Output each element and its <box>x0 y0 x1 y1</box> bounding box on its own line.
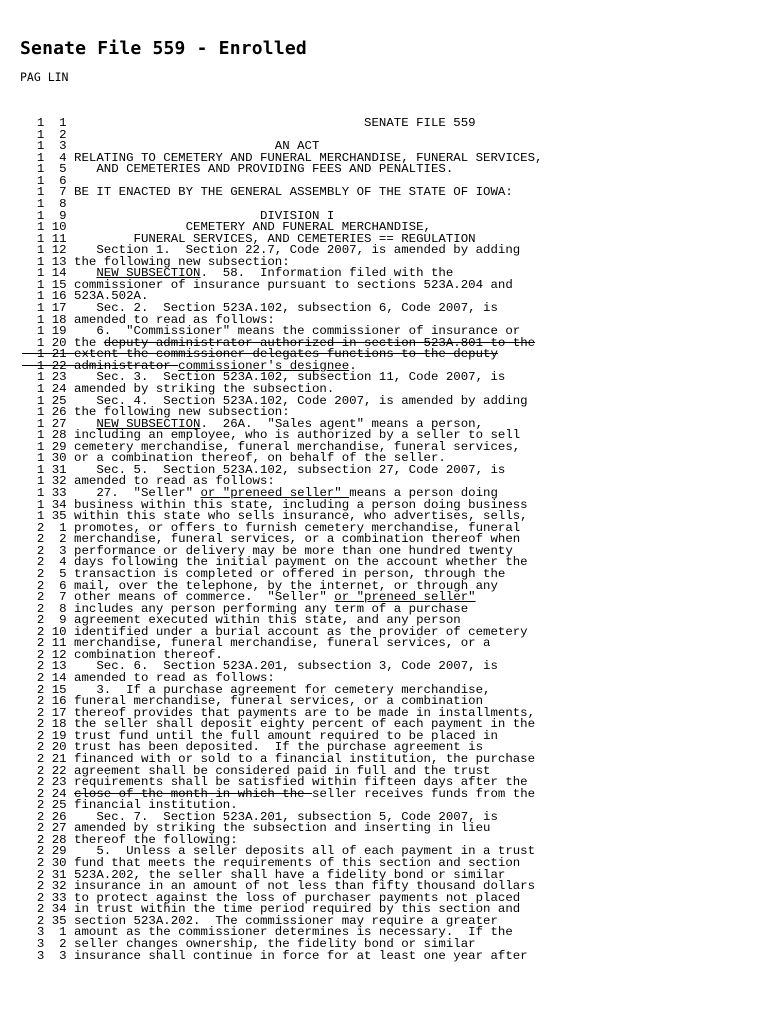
line-text: 1 4 RELATING TO CEMETERY AND FUNERAL MERCHANDISE, FUNERAL SERVICES, <box>22 150 543 165</box>
line-text: 1 12 Section 1. Section 22.7, Code 2007, is amended by adding <box>22 243 521 258</box>
line-text: 1 17 Sec. 2. Section 523A.102, subsection 6, Code 2007, is <box>22 301 498 315</box>
line-text: 1 18 amended to read as follows: <box>22 312 275 327</box>
line-text: 2 20 trust has been deposited. If the purchase agreement is <box>22 740 484 755</box>
line-text: 2 2 merchandise, funeral services, or a combination thereof when <box>22 532 521 547</box>
line-text: 2 27 amended by striking the subsection and inserting in lieu <box>22 821 491 836</box>
bill-line <box>22 187 543 199</box>
line-text: 2 4 days following the initial payment on the account whether the <box>22 555 528 570</box>
line-text: 2 8 includes any person performing any term of a purchase <box>22 601 469 616</box>
line-text: 2 14 amended to read as follows: <box>22 671 275 685</box>
line-text: 1 29 cemetery merchandise, funeral merchandise, funeral services, <box>22 439 521 454</box>
line-text: 2 17 thereof provides that payments are to be made in installments, <box>22 705 536 720</box>
line-text: 1 16 523A.502A. <box>22 289 149 304</box>
line-text: 2 7 other means of commerce. "Seller" <box>22 590 335 605</box>
line-text: 1 23 Sec. 3. Section 523A.102, subsection 11, Code 2007, is <box>22 370 506 385</box>
bill-text <box>22 118 543 962</box>
line-text: . 26A. "Sales agent" means a person, <box>200 416 484 431</box>
line-text: 1 32 amended to read as follows: <box>22 474 275 489</box>
line-text: 2 19 trust fund until the full amount required to be placed in <box>22 728 498 743</box>
line-text: 2 22 agreement shall be considered paid in full and the trust <box>22 763 491 778</box>
line-text: 3 3 insurance shall continue in force for at least one year after <box>22 948 528 963</box>
struck-text: 1 21 extent the commissioner delegates functions to the deputy <box>22 347 498 362</box>
line-text: 2 33 to protect against the loss of purchaser payments not placed <box>22 890 521 905</box>
line-text: 1 13 the following new subsection: <box>22 254 290 269</box>
inserted-text: or "preneed seller" <box>200 486 350 500</box>
line-text: 1 19 6. "Commissioner" means the commissioner of insurance or <box>22 324 521 339</box>
line-text: 3 1 amount as the commissioner determines is necessary. If the <box>22 925 513 940</box>
inserted-text: commissioner's designee <box>178 358 350 373</box>
line-text: 2 10 identified under a burial account as the provider of cemetery <box>22 624 528 639</box>
line-text: 2 34 in trust within the time period required by this section and <box>22 902 521 917</box>
struck-text: 1 22 administrator <box>22 358 179 373</box>
line-text: 1 31 Sec. 5. Section 523A.102, subsection 27, Code 2007, is <box>22 462 506 477</box>
line-text: 1 15 commissioner of insurance pursuant to sections 523A.204 and <box>22 277 513 292</box>
line-text: 1 34 business within this state, including a person doing business <box>22 497 528 512</box>
line-text: 2 25 financial institution. <box>22 798 238 813</box>
line-text: 2 28 thereof the following: <box>22 832 238 847</box>
bill-line <box>22 118 543 130</box>
line-text: 2 26 Sec. 7. Section 523A.201, subsection 5, Code 2007, is <box>22 809 498 824</box>
struck-text: deputy administrator authorized in section 523A.801 to the <box>103 335 536 350</box>
page-title: Senate File 559 - Enrolled <box>20 38 307 59</box>
line-text: 1 5 AND CEMETERIES AND PROVIDING FEES AND PENALTIES. <box>22 162 454 177</box>
line-text: 2 9 agreement executed within this state, and any person <box>22 613 461 628</box>
line-text: 2 1 promotes, or offers to furnish cemetery merchandise, funeral <box>22 520 521 535</box>
line-text: 2 18 the seller shall deposit eighty percent of each payment in the <box>22 717 536 732</box>
line-text: 2 15 3. If a purchase agreement for cemetery merchandise, <box>22 682 491 697</box>
line-text: 1 8 <box>22 196 67 211</box>
line-text: 1 26 the following new subsection: <box>22 405 290 420</box>
line-text: 3 2 seller changes ownership, the fidelity bond or similar <box>22 936 476 951</box>
line-text: 1 24 amended by striking the subsection. <box>22 381 335 396</box>
line-text: 2 31 523A.202, the seller shall have a fidelity bond or similar <box>22 867 506 882</box>
line-text: . 58. Information filed with the <box>200 266 454 281</box>
bill-line <box>22 948 543 963</box>
line-text: 1 6 <box>22 173 67 188</box>
line-text: 2 21 financed with or sold to a financial institution, the purchase <box>22 751 536 766</box>
line-text: 1 20 the <box>22 335 104 350</box>
line-text: 2 24 <box>22 786 75 801</box>
line-text: 2 23 requirements shall be satisfied within fifteen days after the <box>22 775 528 790</box>
inserted-text: or "preneed seller" <box>334 590 476 605</box>
line-text: 2 6 mail, over the telephone, by the internet, or through any <box>22 578 498 593</box>
line-text: 1 1 SENATE FILE 559 <box>22 116 476 130</box>
line-text: 1 28 including an employee, who is authorized by a seller to sell <box>22 428 521 443</box>
line-text: 1 9 DIVISION I <box>22 208 335 223</box>
line-text: 2 29 5. Unless a seller deposits all of each payment in a trust <box>22 844 536 859</box>
line-text: seller receives funds from the <box>312 786 536 801</box>
line-text: 2 13 Sec. 6. Section 523A.201, subsection 3, Code 2007, is <box>22 659 498 674</box>
line-text: 1 10 CEMETERY AND FUNERAL MERCHANDISE, <box>22 220 431 235</box>
line-text: 1 25 Sec. 4. Section 523A.102, Code 2007, is amended by adding <box>22 393 528 408</box>
inserted-text: NEW SUBSECTION <box>96 416 201 431</box>
line-text: 1 27 <box>22 416 97 431</box>
line-text: 1 35 within this state who sells insurance, who advertises, sells, <box>22 509 528 524</box>
line-text: 2 35 section 523A.202. The commissioner may require a greater <box>22 913 498 928</box>
column-header: PAG LIN <box>20 70 69 84</box>
line-text: 2 32 insurance in an amount of not less than fifty thousand dollars <box>22 879 536 894</box>
line-text: 2 11 merchandise, funeral merchandise, funeral services, or a <box>22 636 491 651</box>
struck-text: close of the month in which the <box>74 786 313 801</box>
line-text: 2 3 performance or delivery may be more than one hundred twenty <box>22 543 513 558</box>
line-text: . <box>349 358 357 373</box>
line-text: 1 30 or a combination thereof, on behalf of the seller. <box>22 451 446 466</box>
bill-line <box>22 164 543 176</box>
line-text: 1 14 <box>22 266 97 281</box>
line-text: 1 2 <box>22 127 67 142</box>
line-text: 1 33 27. "Seller" <box>22 486 201 500</box>
line-text: 1 11 FUNERAL SERVICES, AND CEMETERIES == REGULATION <box>22 231 476 246</box>
line-text: 2 16 funeral merchandise, funeral services, or a combination <box>22 694 484 709</box>
line-text: 2 30 fund that meets the requirements of this section and section <box>22 856 521 870</box>
line-text: 1 3 AN ACT <box>22 139 320 154</box>
line-text: means a person doing <box>349 486 498 500</box>
inserted-text: NEW SUBSECTION <box>96 266 201 281</box>
line-text: 1 7 BE IT ENACTED BY THE GENERAL ASSEMBLY OF THE STATE OF IOWA: <box>22 185 513 200</box>
line-text: 2 12 combination thereof. <box>22 647 223 662</box>
line-text: 2 5 transaction is completed or offered in person, through the <box>22 566 506 581</box>
